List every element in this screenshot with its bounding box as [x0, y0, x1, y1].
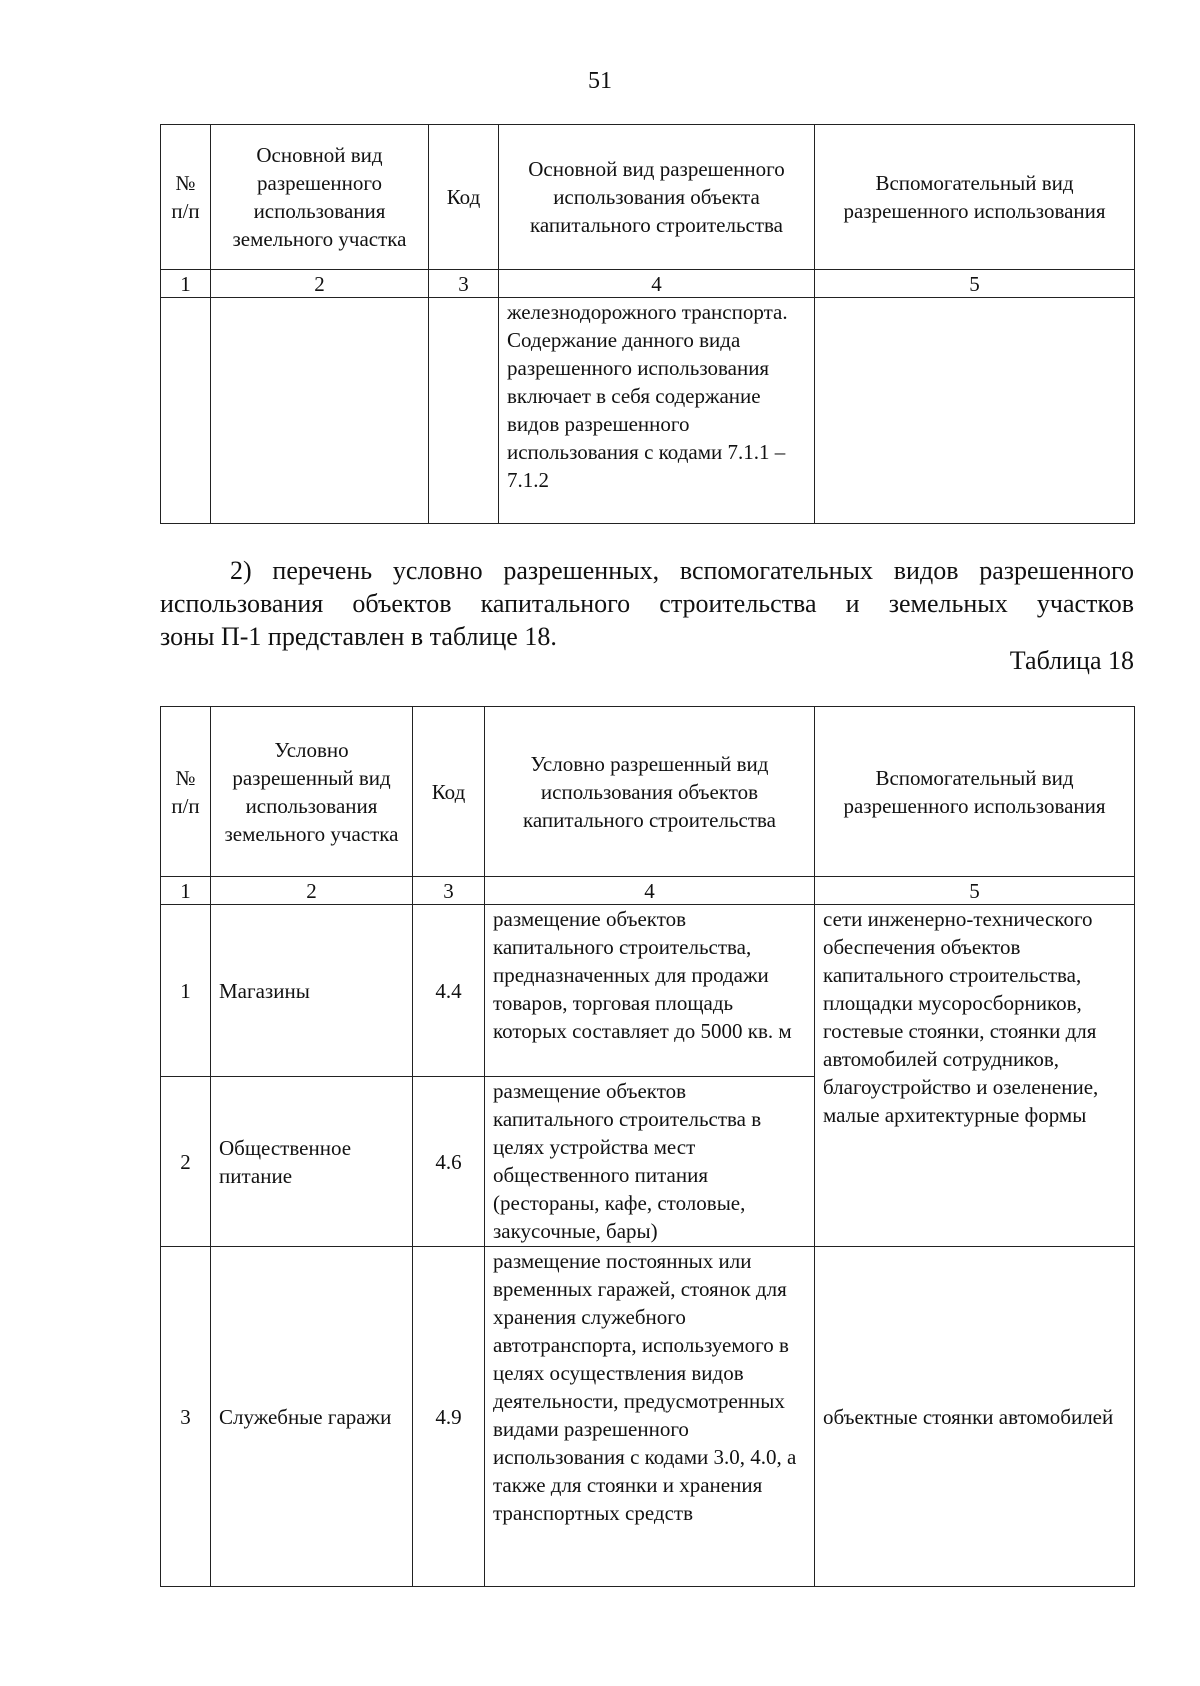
column-number-row — [161, 877, 1135, 905]
header-land-use: Условно разрешенный вид использования земельного участка — [211, 707, 413, 877]
page-number: 51 — [588, 68, 612, 94]
column-number: 1 — [161, 270, 211, 298]
table-row — [161, 298, 1135, 524]
column-number: 1 — [161, 877, 211, 905]
table-header-row — [161, 707, 1135, 877]
header-capital-use: Основной вид разрешенного использования объекта капитального строительства — [499, 125, 815, 270]
column-number: 5 — [815, 877, 1135, 905]
table-row — [161, 1247, 1135, 1587]
row-auxiliary: сети инженерно-технического обеспечения объектов капитального строительства, площадки мусоросборников, гостевые стоянки, стоянки для автомобилей сотрудников, благоустройство и озеленение, малые архитектурные формы — [815, 905, 1135, 1247]
column-number: 2 — [211, 877, 413, 905]
table-continued — [160, 124, 1135, 524]
paragraph-line: 2) перечень условно разрешенных, вспомогательных видов разрешенного — [230, 556, 1134, 585]
table-row — [161, 905, 1135, 1077]
paragraph-line: зоны П-1 представлен в таблице 18. — [160, 622, 557, 651]
header-capital-use: Условно разрешенный вид использования объектов капитального строительства — [485, 707, 815, 877]
body-paragraph — [160, 554, 1134, 653]
row-code: 4.9 — [413, 1247, 485, 1587]
paragraph-line: использования объектов капитального строительства и земельных участков — [160, 589, 1134, 618]
row-number: 3 — [161, 1247, 211, 1587]
header-auxiliary: Вспомогательный вид разрешенного использования — [815, 125, 1135, 270]
header-auxiliary: Вспомогательный вид разрешенного использования — [815, 707, 1135, 877]
column-number: 4 — [499, 270, 815, 298]
row-auxiliary: объектные стоянки автомобилей — [815, 1247, 1135, 1587]
row-code: 4.6 — [413, 1077, 485, 1247]
table-18 — [160, 706, 1135, 1587]
row-name: Магазины — [211, 905, 413, 1077]
header-land-use: Основной вид разрешенного использования земельного участка — [211, 125, 429, 270]
column-number: 3 — [429, 270, 499, 298]
table-header-row — [161, 125, 1135, 270]
header-code: Код — [413, 707, 485, 877]
column-number: 5 — [815, 270, 1135, 298]
row-code: 4.4 — [413, 905, 485, 1077]
continuation-text: железнодорожного транспорта. Содержание данного вида разрешенного использования включает в себя содержание видов разрешенного использования с кодами 7.1.1 – 7.1.2 — [499, 298, 815, 524]
row-description: размещение постоянных или временных гаражей, стоянок для хранения служебного автотранспорта, используемого в целях осуществления видов деятельности, предусмотренных видами разрешенного использования с кодами 3.0, 4.0, а также для стоянки и хранения транспортных средств — [485, 1247, 815, 1587]
row-name: Общественное питание — [211, 1077, 413, 1247]
row-name: Служебные гаражи — [211, 1247, 413, 1587]
row-description: размещение объектов капитального строительства в целях устройства мест общественного питания (рестораны, кафе, столовые, закусочные, бары) — [485, 1077, 815, 1247]
column-number: 2 — [211, 270, 429, 298]
column-number-row — [161, 270, 1135, 298]
row-description: размещение объектов капитального строительства, предназначенных для продажи товаров, торговая площадь которых составляет до 5000 кв. м — [485, 905, 815, 1077]
row-number: 2 — [161, 1077, 211, 1247]
column-number: 4 — [485, 877, 815, 905]
row-number: 1 — [161, 905, 211, 1077]
header-code: Код — [429, 125, 499, 270]
header-no: № п/п — [161, 125, 211, 270]
table-caption: Таблица 18 — [1009, 646, 1134, 675]
column-number: 3 — [413, 877, 485, 905]
header-no: № п/п — [161, 707, 211, 877]
